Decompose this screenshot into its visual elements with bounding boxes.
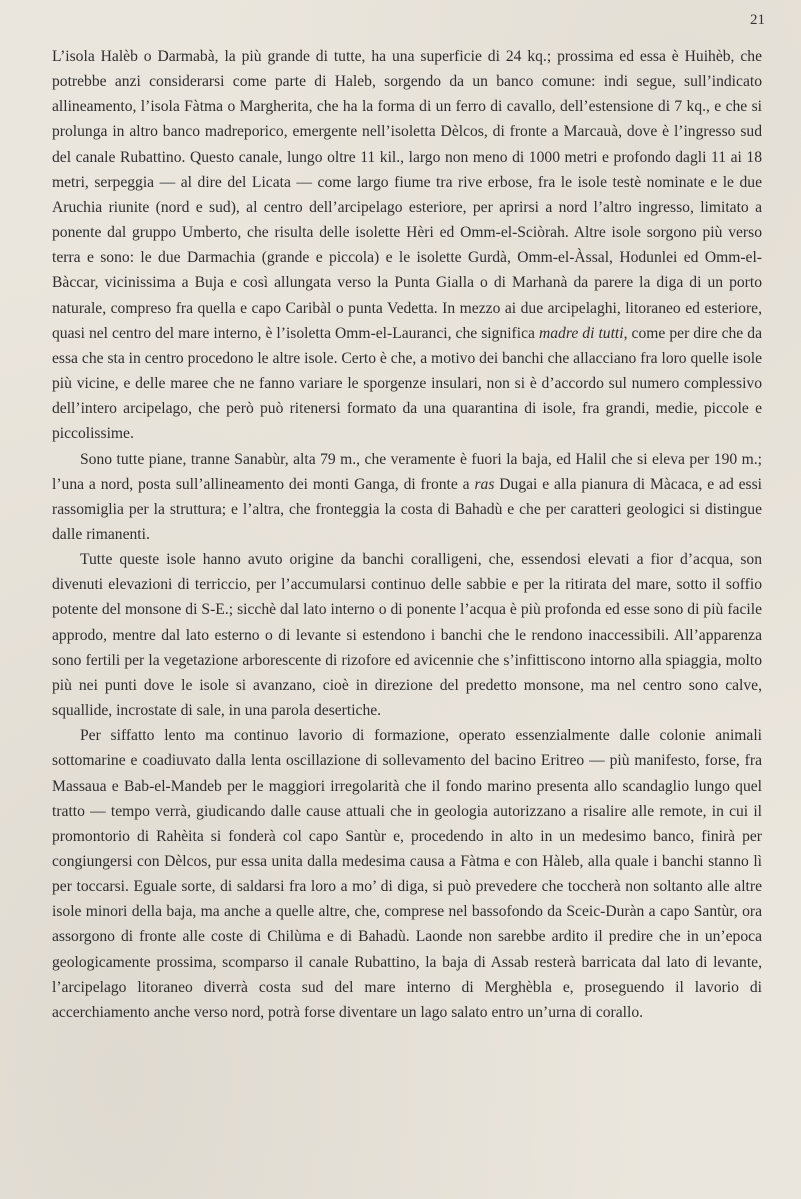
paragraph-1-italic-madre-di-tutti: madre di tutti xyxy=(538,324,624,342)
paragraph-3-segment-1: Tutte queste isole hanno avuto origine da banchi coralligeni, che, essendosi elevati a fior d’acqua, son divenuti elevazioni di terriccio, per l’accumularsi continuo delle sabbie e per la ritirata del mare, sotto il soffio potente del monsone di S-E.; sicchè dal lato interno o di ponente l’acqua è più profonda ed esse sono di più facile approdo, mentre dal lato esterno o di levante si estendono i banchi che le rendono inaccessibili. All’apparenza sono fertili per la vegetazione arborescente di rizofore ed avicennie che s’infittiscono intorno alla spiaggia, molto più nei punti dove le isole si avanzano, cioè in direzione del predetto monsone, ma nel centro sono calve, squallide, incrostate di sale, in una parola desertiche. xyxy=(52,551,762,720)
paragraph-4-segment-1: Per siffatto lento ma continuo lavorio di formazione, operato essenzialmente dalle colonie animali sottomarine e coadiuvato dalla lenta oscillazione di sollevamento del bacino Eritreo — più manifesto, forse, fra Massaua e Bab-el-Mandeb per le maggiori irregolarità che il fondo marino presenta allo scandaglio lungo quel tratto — tempo verrà, giudicando dalle cause attuali che in geologia autorizzano a risalire alle remote, in cui il promontorio di Rahèita si fonderà col capo Santùr e, procedendo in alto in un medesimo banco, finirà per congiungersi con Dèlcos, pur essa unita dalla medesima causa a Fàtma e con Hàleb, alla quale i banchi stanno lì per toccarsi. Eguale sorte, di saldarsi fra loro a mo’ di diga, si può prevedere che toccherà non soltanto alle altre isole minori della baja, ma anche a quelle altre, che, comprese nel bassofondo da Sceic-Duràn a capo Santùr, ora assorgono di fronte alle coste di Chilùma e di Bahadù. Laonde non sarebbe ardito il predire che in un’epoca geologicamente prossima, scomparso il canale Rubattino, la baja di Assab resterà barricata dal lato di levante, l’arcipelago litoraneo diverrà costa sud del mare interno di Merghèbla e, proseguendo il lavorio di accerchiamento anche verso nord, potrà forse diventare un lago salato entro un’urna di corallo. xyxy=(52,727,762,1021)
paragraph-1-segment-3: , come per dire che da essa che sta in centro procedono le altre isole. Certo è che, a motivo dei banchi che allacciano fra loro quelle isole più vicine, e delle maree che ne fanno variare le sporgenze insulari, non si è d’accordo sul numero complessivo dell’intero arcipelago, che però può ritenersi formato da una quarantina di isole, fra grandi, medie, piccole e piccolissime. xyxy=(52,324,762,443)
paragraph-1-segment-1: L’isola Halèb o Darmabà, la più grande di tutte, ha una superficie di 24 kq.; prossima ed essa è Huihèb, che potrebbe anzi considerarsi come parte di Haleb, sorgendo da un banco comune: indi segue, sull’indicato allineamento, l’isola Fàtma o Margherita, che ha la forma di un ferro di cavallo, dell’estensione di 7 kq., e che si prolunga in altro banco madreporico, emergente nell’isoletta Dèlcos, di fronte a Marcauà, dove è l’ingresso sud del canale Rubattino. Questo canale, lungo oltre 11 kil., largo non meno di 1000 metri e profondo dagli 11 ai 18 metri, serpeggia — al dire del Licata — come largo fiume tra rive erbose, fra le isole testè nominate e le due Aruchia riunite (nord e sud), al centro dell’arcipelago esteriore, per aprirsi a nord l’altro ingresso, limitato a ponente dal gruppo Umberto, che risulta delle isolette Hèri ed Omm-el-Sciòrah. Altre isole sorgono più verso terra e sono: le due Darmachia (grande e piccola) e le isolette Gurdà, Omm-el-Àssal, Hodunlei ed Omm-el-Bàccar, vicinissima a Buja e così allungata verso la Punta Gialla o di Marhanà da parere la diga di un porto naturale, compreso fra quella e capo Caribàl o punta Vedetta. In mezzo ai due arcipelaghi, litoraneo ed esteriore, quasi nel centro del mare interno, è l’isoletta Omm-el-Lauranci, che significa xyxy=(52,48,762,342)
page-number: 21 xyxy=(750,12,765,28)
paragraph-2-segment-1: Sono tutte piane, tranne Sanabùr, alta 79 m., che veramente è fuori la baja, ed Halil che si eleva per 190 m.; l’una a nord, posta sull’allineamento dei monti Ganga, di fronte a xyxy=(52,450,762,493)
paragraph-3 xyxy=(52,547,762,723)
paragraph-4 xyxy=(52,723,762,1025)
paragraph-2-italic-ras: ras xyxy=(474,475,495,493)
paragraph-2 xyxy=(52,447,762,548)
paragraph-2-segment-3: Dugai e alla pianura di Màcaca, e ad essi rassomiglia per la struttura; e l’altra, che fronteggia la costa di Bahadù e che per caratteri geologici si distingue dalle rimanenti. xyxy=(52,475,762,543)
body-text xyxy=(52,44,762,1025)
paragraph-1 xyxy=(52,44,762,447)
